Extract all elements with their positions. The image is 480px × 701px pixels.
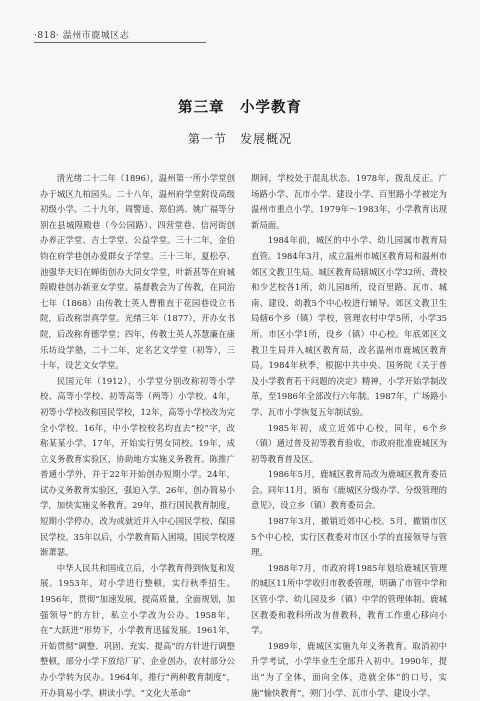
header-rule <box>34 42 206 43</box>
chapter-title: 第三章 小学教育 <box>178 100 302 116</box>
section-title: 第一节 发展概况 <box>187 132 292 146</box>
paragraph: 1988年7月，市政府将1985年划给鹿城区管理的城区11所中学收归市教委管理，明确了市管中学和区管小学、幼儿园及乡（镇）中学的管理体制。鹿城区教委和教科所改为普教科，教育工作重心移向小学。 <box>251 562 447 636</box>
paragraph: 民国元年（1912），小学堂分别改称初等小学校、高等小学校、初等高等（两等）小学校。4年，初等小学校改称国民学校，12年，高等小学校改为完全小学校。16年，中小学校校名均直去“校”字，改称某某小学。17年，开始实行男女同校。19年，成立义务教育实验区，协助地方实施义务教育。陈推广普通小学外，并于22年开始创办短期小学。24年，试办义务教育实验区，强迫入学。26年，创办简易小学，加快实施义务教育。29年，推行国民教育制度，短期小学停办，改为或就近并入中心国民学校、保国民学校。35年以后，小学教育陷入困境，国民学校逐渐萧瑟。 <box>40 375 235 558</box>
paragraph: 1984年前，城区的中小学、幼儿园属市教育局直管。1984年3月，成立温州市城区教育局和温州市郊区文教卫生局。城区教育局辖城区小学32所、聋校和少艺校各1所，幼儿园8所，设百里路、瓦市、城南、建设、幼教5个中心校进行辅导。郊区文教卫生局辖6个乡（镇）学校，管理农村中学5所，小学35所。市区小学1所，设乡（镇）中心校。年底郊区文教卫生局并入城区教育局，改名温州市鹿城区教育局。1984年秋季，根据中共中央、国务院《关于普及小学教育若干问题的决定》精神，小学开始学制改革，至1986年全部改行六年制。1987年，广场路小学、瓦市小学恢复五年制试验。 <box>251 235 447 417</box>
left-column <box>40 171 235 701</box>
paragraph: 期间，学校处于混乱状态。1978年，拨乱反正。广场路小学、瓦市小学、建设小学、百里路小学被定为温州市重点小学。1979年～1983年，小学教育出现新局面。 <box>251 173 447 230</box>
paragraph: 中华人民共和国成立后，小学教育得到恢复和发展。1953年，对小学进行整顿，实行秋季招生。1956年，贯彻“加速发展，提高质量，全面规划，加强领导”的方针，私立小学改为公办。1958年，在“大跃进”形势下，小学教育迅猛发展。1961年，开始贯彻“调整、巩固、充实、提高”的方针进行调整整顿，部分小学下放给厂矿、企业创办，农村部分公办小学转为民办。1964年，推行“两种教育制度”，开办简易小学、耕读小学。“文化大革命” <box>40 562 235 698</box>
paragraph: 1985年初，成立近郊中心校，同年，6个乡（镇）通过普及初等教育验收，市政府批准鹿城区为初等教育普及区。 <box>251 422 447 464</box>
right-column <box>251 171 447 701</box>
running-head: ·818· 温州市鹿城区志 <box>34 31 130 41</box>
paragraph: 1987年3月，撤销近郊中心校。5月，撤销市区5个中心校，实行区教委对市区小学的直接领导与管理。 <box>251 516 447 558</box>
paragraph: 清光绪二十二年（1896），温州第一所小学堂创办于城区九柏园头。二十八年，温州府学堂附设高级初级小学。二十九年，周警逵、郑伯鸿、姚广福等分别在县城隍殿巷（今公园路）、四营堂巷、信河街创办养正学堂、吉士学堂、公益学堂。三十二年，金伯钧在府学巷创办爱群女子学堂。三十三年，夏松亭、池强华夫妇在蝉街创办大同女学堂，叶新甚等在府城隍殿巷创办新亚女学堂。基督教会为了传教，在同治七年（1868）由传教士英人曹雅直于花园巷设立书院，后改称崇真学堂。光绪三年（1877），开办女书院，后改称育德学堂；四年，传教士英人苏慧廉在康乐坊设学塾，二十二年，定名艺文学堂（初等），三十年，设艺文女学堂。 <box>40 173 235 371</box>
paragraph: 1989年，鹿城区实施九年义务教育。取消初中升学考试，小学毕业生全部升入初中。1990年，提出“为了全体，面向全体，造就全体”的口号，实施“愉快教育”，朔门小学、瓦市小学、建设小学、 <box>251 640 447 698</box>
paragraph: 1986年5月，鹿城区教育局改为鹿城区教育委员会。同年11月，颁布《鹿城区分级办学、分级管理的意见》，设立乡（镇）教育委员会。 <box>251 469 447 511</box>
